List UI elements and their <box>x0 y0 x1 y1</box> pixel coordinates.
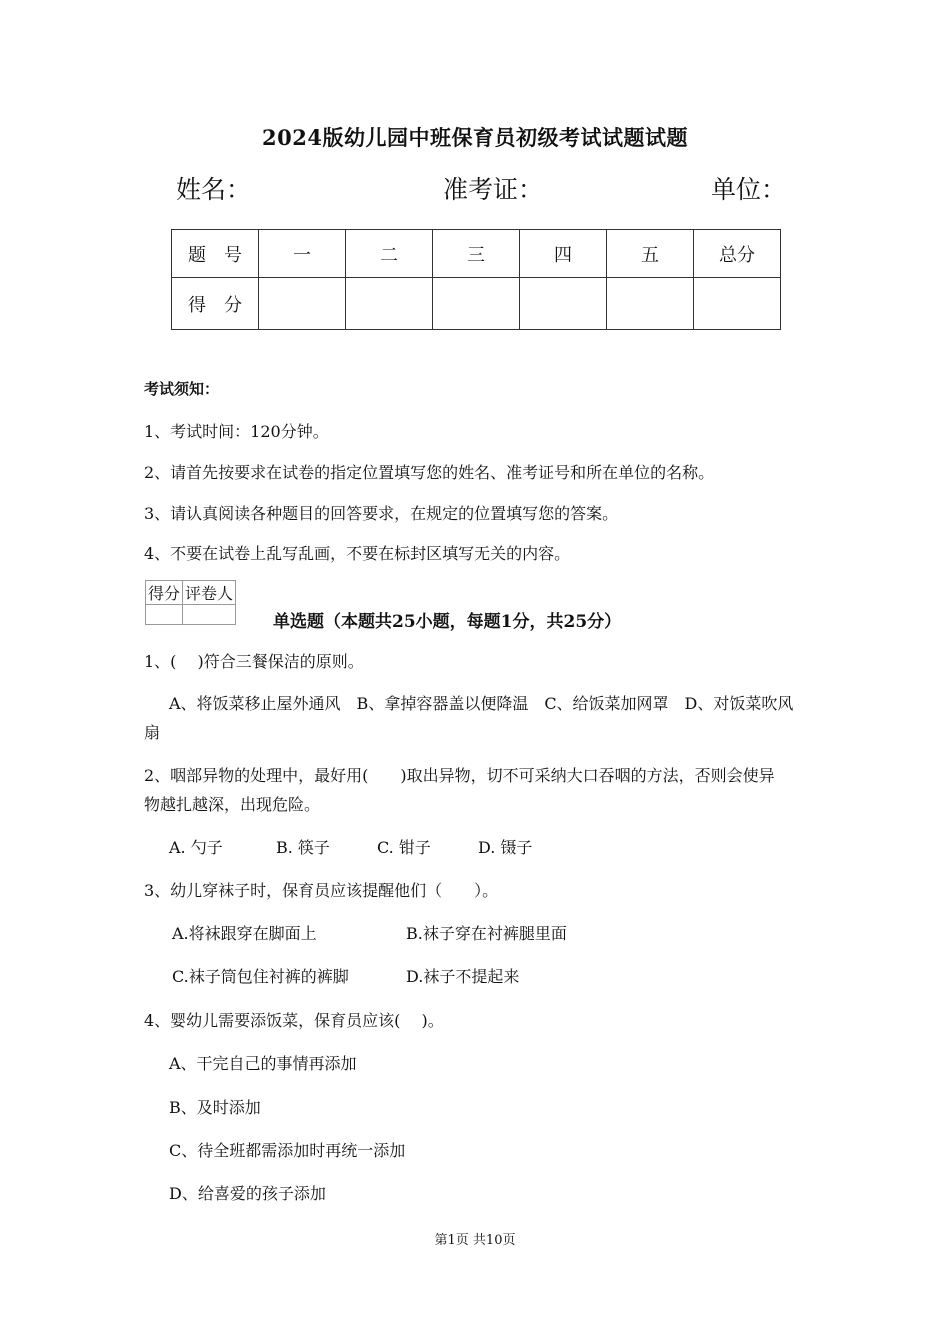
question-stem: 3、幼儿穿袜子时，保育员应该提醒他们（ ）。 <box>144 881 499 900</box>
question-option: B. 筷子 <box>276 838 330 857</box>
score-header-cell: 一 <box>259 230 346 278</box>
score-cell[interactable] <box>607 278 694 330</box>
question-option: D. 镊子 <box>478 838 533 857</box>
unit-field-label: 单位： <box>711 175 787 204</box>
question-stem: 1、( )符合三餐保洁的原则。 <box>144 652 364 671</box>
notice-item: 2、请首先按要求在试卷的指定位置填写您的姓名、准考证号和所在单位的名称。 <box>144 463 715 482</box>
question-option: A. 勺子 <box>169 838 223 857</box>
exam-number-field-label: 准考证： <box>443 175 544 204</box>
question-stem: 2、咽部异物的处理中，最好用( )取出异物，切不可采纳大口吞咽的方法，否则会使异 <box>144 766 775 785</box>
score-header-cell: 四 <box>520 230 607 278</box>
name-field-label: 姓名： <box>176 175 252 204</box>
score-table-header-row <box>172 230 781 278</box>
section-title: 单选题（本题共25小题，每题1分，共25分） <box>273 612 622 632</box>
question-option: B、及时添加 <box>169 1098 261 1117</box>
grader-score-label: 得分 <box>146 581 183 605</box>
grader-score-cell[interactable] <box>146 605 183 625</box>
score-cell[interactable] <box>346 278 433 330</box>
question-options: 扇 <box>144 723 161 742</box>
score-header-cell: 题 号 <box>172 230 259 278</box>
score-header-cell: 五 <box>607 230 694 278</box>
page-footer: 第1页 共10页 <box>434 1233 516 1248</box>
score-cell[interactable] <box>433 278 520 330</box>
score-row-label: 得 分 <box>172 278 259 330</box>
notice-item: 3、请认真阅读各种题目的回答要求，在规定的位置填写您的答案。 <box>144 504 619 523</box>
question-option: D、给喜爱的孩子添加 <box>169 1184 326 1203</box>
score-table-score-row <box>172 278 781 330</box>
notice-heading: 考试须知： <box>144 380 220 398</box>
question-options: A、将饭菜移止屋外通风 B、拿掉容器盖以便降温 C、给饭菜加网罩 D、对饭菜吹风 <box>169 694 794 713</box>
question-stem: 物越扎越深，出现危险。 <box>144 795 321 814</box>
notice-item: 4、不要在试卷上乱写乱画，不要在标封区填写无关的内容。 <box>144 544 571 563</box>
score-table <box>171 229 781 330</box>
page-title: 2024版幼儿园中班保育员初级考试试题试题 <box>262 125 688 150</box>
score-header-cell: 总分 <box>694 230 781 278</box>
score-cell[interactable] <box>694 278 781 330</box>
grader-box <box>145 580 236 625</box>
question-option: A.将袜跟穿在脚面上 <box>172 924 317 943</box>
question-option: C. 钳子 <box>377 838 431 857</box>
notice-item: 1、考试时间：120分钟。 <box>144 422 329 441</box>
question-stem: 4、婴幼儿需要添饭菜，保育员应该( )。 <box>144 1011 444 1030</box>
score-cell[interactable] <box>520 278 607 330</box>
score-header-cell: 二 <box>346 230 433 278</box>
question-option: A、干完自己的事情再添加 <box>169 1054 357 1073</box>
question-option: D.袜子不提起来 <box>406 967 520 986</box>
question-option: C.袜子筒包住衬裤的裤脚 <box>172 967 349 986</box>
score-cell[interactable] <box>259 278 346 330</box>
grader-reviewer-label: 评卷人 <box>183 581 236 605</box>
score-header-cell: 三 <box>433 230 520 278</box>
question-option: C、待全班都需添加时再统一添加 <box>169 1141 406 1160</box>
grader-reviewer-cell[interactable] <box>183 605 236 625</box>
question-option: B.袜子穿在衬裤腿里面 <box>406 924 567 943</box>
